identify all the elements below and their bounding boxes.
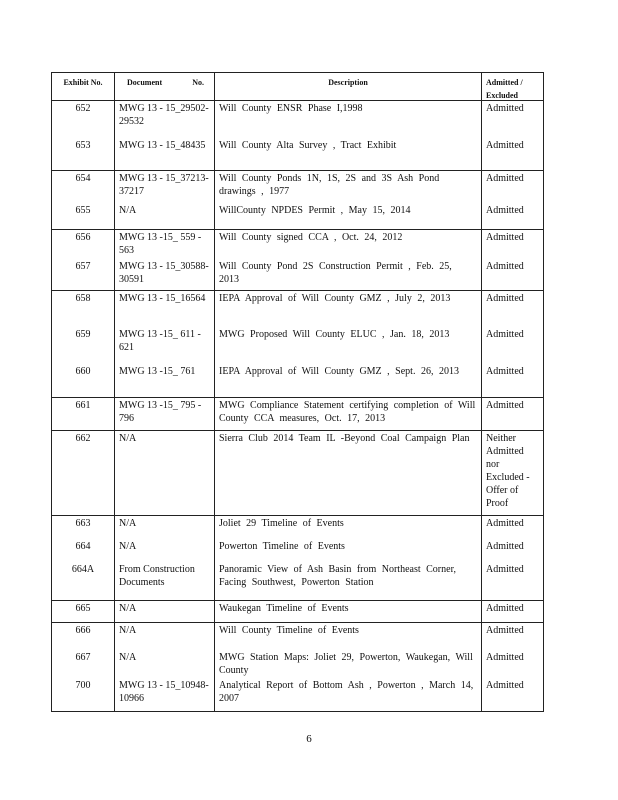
exhibit-number: 655	[51, 203, 114, 229]
document-number: MWG 13 -15_ 795 - 796	[114, 398, 214, 430]
table-row	[51, 259, 544, 290]
exhibit-number: 700	[51, 678, 114, 711]
row-group	[51, 623, 544, 712]
table-row	[51, 101, 544, 138]
table-row	[51, 539, 544, 562]
page-number: 6	[306, 733, 312, 745]
status-cell: Admitted	[481, 364, 544, 397]
status-cell: Admitted	[481, 203, 544, 229]
description-cell: Will County Pond 2S Construction Permit , Feb. 25, 2013	[214, 259, 481, 290]
exhibit-number: 660	[51, 364, 114, 397]
status-cell: Admitted	[481, 562, 544, 600]
exhibit-number: 664	[51, 539, 114, 562]
exhibit-number: 667	[51, 650, 114, 678]
header-document	[114, 73, 214, 100]
status-cell: Admitted	[481, 539, 544, 562]
exhibit-number: 658	[51, 291, 114, 327]
description-cell: Waukegan Timeline of Events	[214, 601, 481, 622]
table-row	[51, 650, 544, 678]
status-cell: Admitted	[481, 291, 544, 327]
document-number: MWG 13 -15_ 611 - 621	[114, 327, 214, 364]
status-cell: Admitted	[481, 138, 544, 170]
document-number: N/A	[114, 601, 214, 622]
status-cell: Admitted	[481, 623, 544, 650]
description-cell: MWG Station Maps: Joliet 29, Powerton, Waukegan, Will County	[214, 650, 481, 678]
document-number: N/A	[114, 650, 214, 678]
table-row	[51, 171, 544, 203]
table-row	[51, 364, 544, 397]
description-cell: Joliet 29 Timeline of Events	[214, 516, 481, 539]
table-row	[51, 398, 544, 430]
table-row	[51, 678, 544, 711]
exhibit-number: 666	[51, 623, 114, 650]
header-description: Description	[214, 73, 481, 100]
exhibit-number: 665	[51, 601, 114, 622]
description-cell: Will County Alta Survey , Tract Exhibit	[214, 138, 481, 170]
description-cell: MWG Proposed Will County ELUC , Jan. 18, 2013	[214, 327, 481, 364]
exhibit-number: 661	[51, 398, 114, 430]
row-group	[51, 171, 544, 230]
exhibit-number: 662	[51, 431, 114, 515]
document-number: MWG 13 - 15_10948-10966	[114, 678, 214, 711]
exhibit-number: 657	[51, 259, 114, 290]
document-number: N/A	[114, 623, 214, 650]
exhibit-number: 664A	[51, 562, 114, 600]
table-row	[51, 138, 544, 170]
table-row	[51, 431, 544, 515]
status-cell: Admitted	[481, 230, 544, 259]
description-cell: Sierra Club 2014 Team IL -Beyond Coal Campaign Plan	[214, 431, 481, 515]
description-cell: MWG Compliance Statement certifying completion of Will County CCA measures, Oct. 17, 2013	[214, 398, 481, 430]
description-cell: Will County Timeline of Events	[214, 623, 481, 650]
description-cell: IEPA Approval of Will County GMZ , July 2, 2013	[214, 291, 481, 327]
row-group	[51, 398, 544, 431]
exhibit-number: 653	[51, 138, 114, 170]
row-group	[51, 431, 544, 516]
exhibit-number: 652	[51, 101, 114, 138]
description-cell: Will County ENSR Phase I,1998	[214, 101, 481, 138]
status-cell: Admitted	[481, 171, 544, 203]
table-header	[51, 72, 544, 101]
table-row	[51, 230, 544, 259]
header-document-label: Document	[127, 78, 163, 87]
document-number: MWG 13 - 15_29502-29532	[114, 101, 214, 138]
exhibit-number: 659	[51, 327, 114, 364]
table-row	[51, 623, 544, 650]
row-group	[51, 601, 544, 623]
table-row	[51, 516, 544, 539]
status-cell: Neither Admitted nor Excluded - Offer of Proof	[481, 431, 544, 515]
description-cell: Will County Ponds 1N, 1S, 2S and 3S Ash Pond drawings , 1977	[214, 171, 481, 203]
table-row	[51, 291, 544, 327]
document-number: N/A	[114, 539, 214, 562]
description-cell: WillCounty NPDES Permit , May 15, 2014	[214, 203, 481, 229]
document-number: MWG 13 - 15_16564	[114, 291, 214, 327]
header-document-no: No.	[192, 78, 204, 87]
status-cell: Admitted	[481, 601, 544, 622]
exhibit-number: 656	[51, 230, 114, 259]
header-exhibit-no: Exhibit No.	[51, 73, 114, 100]
document-number: N/A	[114, 203, 214, 229]
document-number: MWG 13 -15_ 559 - 563	[114, 230, 214, 259]
status-cell: Admitted	[481, 101, 544, 138]
description-cell: Will County signed CCA , Oct. 24, 2012	[214, 230, 481, 259]
document-number: MWG 13 - 15_30588-30591	[114, 259, 214, 290]
table-row	[51, 562, 544, 600]
document-number: N/A	[114, 516, 214, 539]
table-row	[51, 327, 544, 364]
description-cell: IEPA Approval of Will County GMZ , Sept. 26, 2013	[214, 364, 481, 397]
row-group	[51, 101, 544, 171]
row-group	[51, 516, 544, 601]
description-cell: Panoramic View of Ash Basin from Northeast Corner, Facing Southwest, Powerton Station	[214, 562, 481, 600]
status-cell: Admitted	[481, 516, 544, 539]
document-number: MWG 13 -15_ 761	[114, 364, 214, 397]
document-number: MWG 13 - 15_37213-37217	[114, 171, 214, 203]
row-group	[51, 291, 544, 398]
document-number: From Construction Documents	[114, 562, 214, 600]
table-body	[51, 101, 544, 712]
status-cell: Admitted	[481, 650, 544, 678]
exhibit-table	[51, 72, 544, 712]
row-group	[51, 230, 544, 291]
description-cell: Analytical Report of Bottom Ash , Powerton , March 14, 2007	[214, 678, 481, 711]
document-number: MWG 13 - 15_48435	[114, 138, 214, 170]
status-cell: Admitted	[481, 398, 544, 430]
exhibit-number: 663	[51, 516, 114, 539]
table-row	[51, 203, 544, 229]
status-cell: Admitted	[481, 259, 544, 290]
status-cell: Admitted	[481, 678, 544, 711]
status-cell: Admitted	[481, 327, 544, 364]
header-admitted-excluded: Admitted / Excluded	[481, 73, 544, 100]
exhibit-number: 654	[51, 171, 114, 203]
document-number: N/A	[114, 431, 214, 515]
description-cell: Powerton Timeline of Events	[214, 539, 481, 562]
table-row	[51, 601, 544, 622]
